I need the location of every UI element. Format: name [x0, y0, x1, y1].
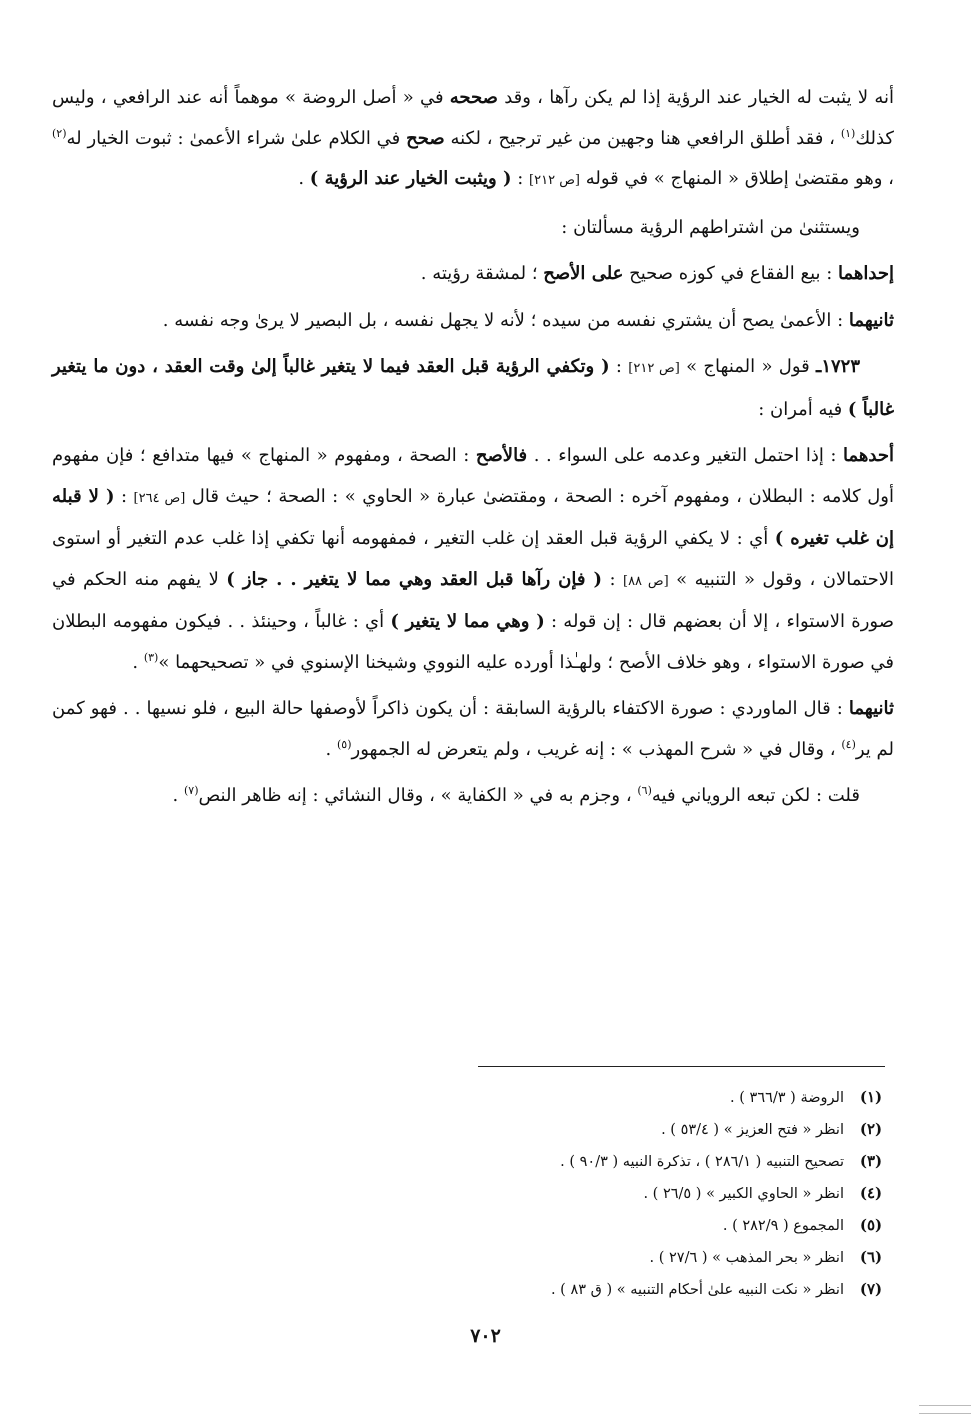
paragraph-2: [52, 208, 894, 249]
quoted-text: ( وتكفي الرؤية قبل العقد فيما لا يتغير غالباً إلىٰ وقت العقد ، دون ما يتغير غالباً ): [52, 356, 894, 420]
footnote-item: [52, 1178, 888, 1210]
footnote-number: (٥): [859, 1216, 883, 1234]
paragraph-1: [52, 78, 894, 202]
item-heading: ثانيهما: [848, 698, 894, 719]
text-run: أنه لا يثبت له الخيار عند الرؤية إذا لم يكن رآها ، وقد: [497, 87, 894, 108]
footnote-text: انظر « نكت النبيه علىٰ أحكام التنبيه » ( ق ٨٣ ) .: [550, 1282, 844, 1298]
text-run: : قال الماوردي : صورة الاكتفاء بالرؤية السابقة : أن يكون ذاكراً لأوصفها حالة البيع ، فلو نسيها . . فهو كمن لم ير: [52, 698, 894, 760]
footnote-item: [52, 1114, 888, 1146]
footnote-ref-2[interactable]: (٢): [52, 126, 67, 140]
footnote-text: انظر « بحر المذهب » ( ٢٧/٦ ) .: [649, 1250, 844, 1266]
text-run: : بيع الفقاع في كوزه صحيح: [623, 263, 839, 284]
footnote-text: المجموع ( ٢٨٢/٩ ) .: [722, 1218, 844, 1234]
quoted-text: ( فإن رآها قبل العقد وهي مما لا يتغير . . جاز ): [226, 568, 603, 590]
text-run: : الصحة ، ومفهوم « المنهاج » فيها متدافع ؛ فإن مفهوم أول كلامه : البطلان ، ومفهوم آخره : الصحة ، ومقتضىٰ عبارة « الحاوي » : الصحة ؛ حيث قال: [52, 445, 894, 507]
bold-term: فالأصح: [475, 445, 528, 466]
entry-number: ١٧٢٣ـ: [816, 356, 860, 377]
footnote-ref-7[interactable]: (٧): [183, 784, 199, 797]
main-text: [52, 78, 894, 817]
text-run: في « أصل الروضة » موهماً أنه عند الرافعي ، وليس كذلك: [52, 87, 894, 149]
quoted-text: ( وهي مما لا يتغير ): [390, 611, 545, 632]
footnote-number: (٢): [859, 1120, 883, 1138]
footnote-number: (٣): [859, 1152, 883, 1170]
quoted-text: ( لا قبله إن غلب تغيره ): [52, 485, 894, 549]
footnote-item: [52, 1242, 888, 1274]
text-run: ، فقد أطلق الرافعي هنا وجهين من غير ترجيح ، لكنه: [444, 127, 841, 149]
paragraph-3: [52, 254, 894, 295]
paragraph-5: [52, 347, 894, 430]
footnote-number: (٤): [859, 1184, 883, 1202]
footnote-text: الروضة ( ٣٦٦/٣ ) .: [730, 1090, 844, 1106]
paragraph-4: [52, 301, 894, 342]
footnote-number: (٧): [859, 1280, 883, 1298]
paragraph-8: [52, 776, 894, 817]
footnote-divider: [478, 1066, 885, 1067]
text-run: في الكلام علىٰ شراء الأعمىٰ : ثبوت الخيار له: [66, 127, 407, 149]
text-run: ويستثنىٰ من اشتراطهم الرؤية مسألتان :: [561, 216, 860, 238]
text-run: .: [298, 168, 310, 189]
footnote-item: [52, 1210, 888, 1242]
text-run: : الأعمىٰ يصح أن يشتري نفسه من سيده ؛ لأنه لا يجهل نفسه ، بل البصير لا يرىٰ وجه نفسه .: [162, 309, 849, 331]
text-run: : إذا احتمل التغير وعدمه على السواء . .: [527, 445, 844, 466]
page-edge-decoration: [919, 1405, 971, 1414]
bold-term: صحح: [406, 127, 445, 149]
footnote-ref-3[interactable]: (٣): [143, 650, 159, 664]
footnote-ref-4[interactable]: (٤): [841, 737, 856, 751]
text-run: ، وجزم به في « الكفاية » ، وقال النشائي : إنه ظاهر النص: [198, 785, 638, 806]
text-run: لا يفهم منه الحكم في صورة الاستواء ، إلا أن بعضهم قال : إن قوله :: [52, 568, 894, 632]
item-heading: أحدهما: [843, 445, 894, 466]
text-run: فيه أمران :: [758, 398, 848, 420]
text-run: أي : غالباً ، وحينئذ . . فيكون مفهومه البطلان في صورة الاستواء ، وهو خلاف الأصح ؛ ولهـٰذا أورده عليه النووي وشيخنا الإسنوي في « تصحيحهما »: [52, 611, 894, 673]
item-heading: إحداهما: [838, 263, 894, 284]
footnote-ref-1[interactable]: (١): [840, 126, 856, 140]
page-number: ٧٠٢: [470, 1325, 501, 1347]
quoted-text: ( ويثبت الخيار عند الرؤية ): [309, 168, 512, 189]
page-reference: [ص ٢٦٤]: [133, 490, 186, 506]
text-run: قلت : لكن تبعه الروياني فيه: [651, 785, 860, 806]
bold-term: صححه: [449, 87, 498, 108]
paragraph-6: [52, 436, 894, 683]
footnote-text: انظر « فتح العزيز » ( ٥٣/٤ ) .: [661, 1122, 844, 1138]
text-run: ، وقال في « شرح المهذب » : إنه غريب ، ولم يتعرض له الجمهور: [351, 738, 842, 760]
text-run: ، وهو مقتضىٰ إطلاق « المنهاج » في قوله: [579, 168, 894, 189]
page-reference: [ص ٢١٢]: [628, 361, 680, 376]
text-run: .: [132, 651, 144, 673]
footnote-ref-5[interactable]: (٥): [337, 737, 352, 751]
page-reference: [ص ٢١٢]: [529, 173, 580, 188]
text-run: :: [609, 356, 629, 377]
footnote-number: (١): [859, 1088, 883, 1106]
text-run: .: [325, 738, 337, 760]
footnote-ref-6[interactable]: (٦): [637, 784, 652, 797]
footnote-number: (٦): [859, 1248, 883, 1266]
text-run: ؛ لمشقة رؤيته .: [420, 263, 544, 284]
text-run: قول « المنهاج »: [679, 356, 817, 377]
footnote-text: تصحيح التنبيه ( ٢٨٦/١ ) ، تذكرة النبيه ( ٩٠/٣ ) .: [560, 1154, 844, 1170]
footnote-item: [52, 1082, 888, 1114]
footnote-item: [52, 1274, 888, 1306]
text-run: أي : لا يكفي الرؤية قبل العقد إن غلب التغير ، فمفهومه أنها تكفي إذا غلب عدم التغير أو استوى الاحتمالان ، وقول « التنبيه »: [52, 528, 895, 590]
bold-term: على الأصح: [543, 263, 624, 284]
footnote-item: [52, 1146, 888, 1178]
text-run: .: [172, 785, 184, 806]
footnote-text: انظر « الحاوي الكبير » ( ٢٦/٥ ) .: [643, 1186, 844, 1202]
text-run: :: [602, 568, 623, 590]
footnotes-list: [52, 1082, 888, 1306]
paragraph-7: [52, 689, 894, 770]
page-reference: [ص ٨٨]: [623, 573, 669, 589]
text-run: :: [511, 168, 530, 189]
item-heading: ثانيهما: [848, 309, 894, 331]
text-run: :: [114, 485, 134, 507]
